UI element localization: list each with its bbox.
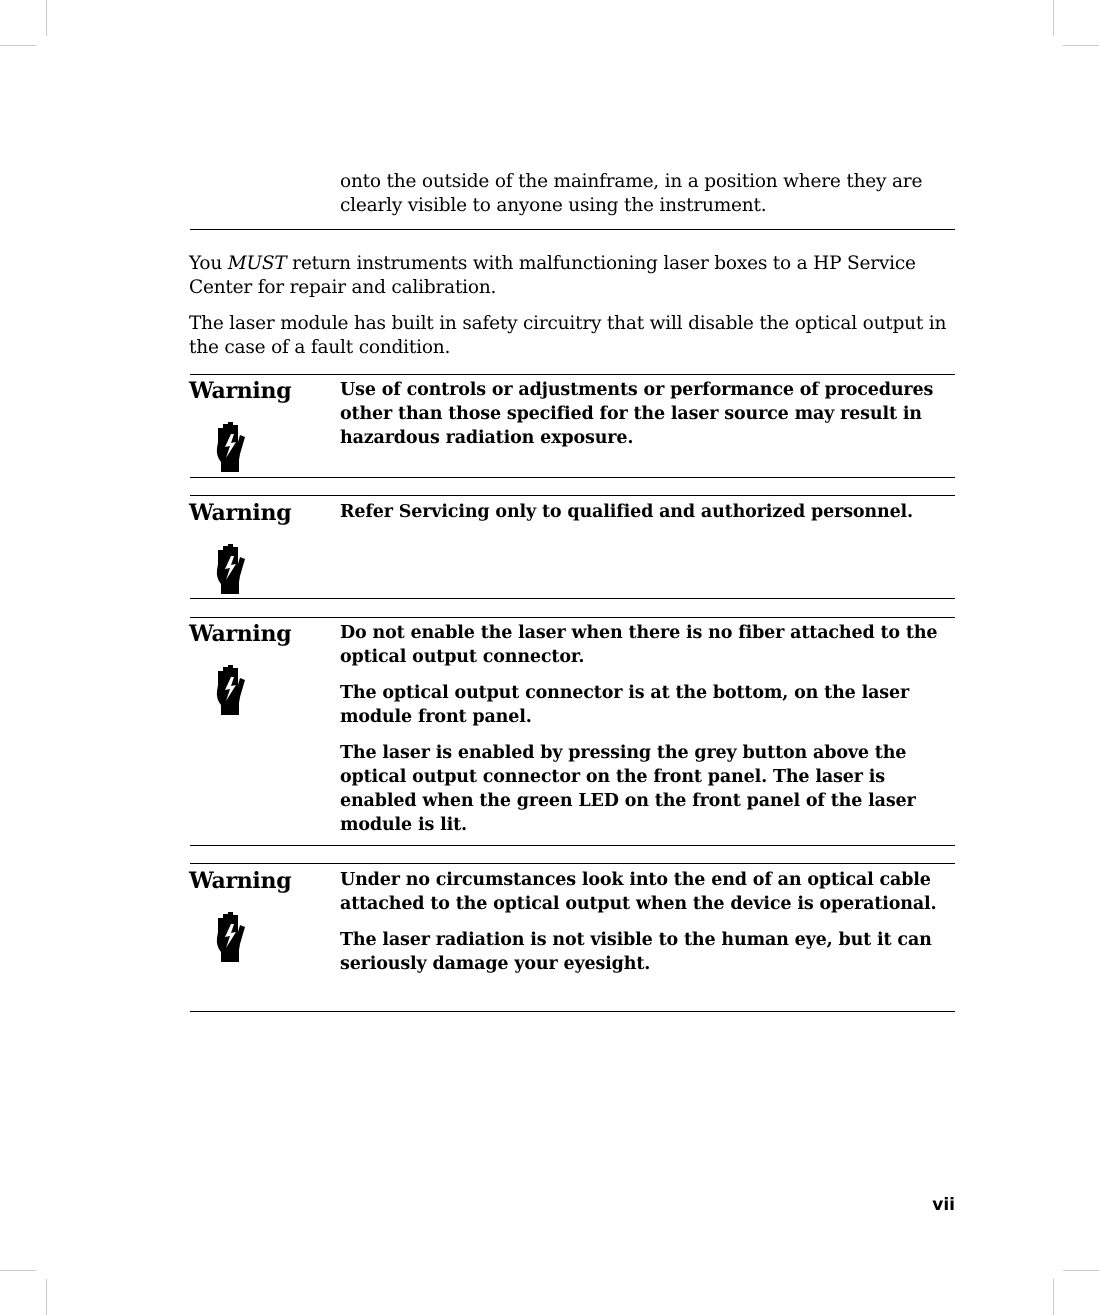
- must-prefix: You: [189, 253, 228, 274]
- hand-lightning-icon: [213, 663, 247, 715]
- warning-paragraph: The optical output connector is at the bottom, on the laser module front panel.: [340, 683, 910, 727]
- hand-lightning-icon: [213, 542, 247, 594]
- warning-paragraph: Refer Servicing only to qualified and authorized personnel.: [340, 502, 913, 522]
- warning-label: Warning: [189, 500, 292, 526]
- hand-lightning-icon: [213, 910, 247, 962]
- continuation-text: onto the outside of the mainframe, in a position where they are clearly visible to anyone using the instrument.: [340, 171, 923, 216]
- crop-mark: [0, 45, 36, 46]
- warning-label: Warning: [189, 621, 292, 647]
- warning-text: [340, 500, 955, 536]
- warning-bottom-rule: [190, 1011, 955, 1012]
- warning-label: Warning: [189, 868, 292, 894]
- return-instruments-paragraph: [189, 252, 959, 300]
- warning-paragraph: Do not enable the laser when there is no fiber attached to the optical output connector.: [340, 623, 938, 667]
- crop-mark: [46, 1279, 47, 1315]
- warning-paragraph: The laser is enabled by pressing the grey button above the optical output connector on the front panel. The laser is enabled when the green LED on the front panel of the laser module is lit.: [340, 743, 916, 835]
- crop-mark: [1063, 1270, 1099, 1271]
- must-suffix: return instruments with malfunctioning laser boxes to a HP Service Center for repair and calibration.: [189, 253, 916, 298]
- warning-bottom-rule: [190, 477, 955, 478]
- crop-mark: [1053, 1279, 1054, 1315]
- crop-mark: [46, 0, 47, 36]
- crop-mark: [1063, 45, 1099, 46]
- warning-top-rule: [190, 495, 955, 496]
- warning-paragraph: Under no circumstances look into the end of an optical cable attached to the optical output when the device is operational.: [340, 870, 937, 914]
- divider: [190, 229, 955, 230]
- safety-circuitry-paragraph: The laser module has built in safety circuitry that will disable the optical output in the case of a fault condition.: [189, 313, 947, 358]
- warning-paragraph: The laser radiation is not visible to the human eye, but it can seriously damage your eyesight.: [340, 930, 932, 974]
- warning-text: [340, 868, 955, 988]
- warning-label: Warning: [189, 378, 292, 404]
- warning-top-rule: [190, 374, 955, 375]
- warning-top-rule: [190, 863, 955, 864]
- warning-text: [340, 621, 955, 849]
- must-emphasis: MUST: [227, 253, 287, 274]
- warning-top-rule: [190, 617, 955, 618]
- warning-text: [340, 378, 955, 462]
- warning-paragraph: Use of controls or adjustments or performance of procedures other than those specified for the laser source may result in hazardous radiation exposure.: [340, 380, 934, 448]
- page-number: vii: [932, 1195, 955, 1215]
- crop-mark: [0, 1270, 36, 1271]
- warning-bottom-rule: [190, 845, 955, 846]
- crop-mark: [1053, 0, 1054, 36]
- hand-lightning-icon: [213, 420, 247, 472]
- warning-bottom-rule: [190, 598, 955, 599]
